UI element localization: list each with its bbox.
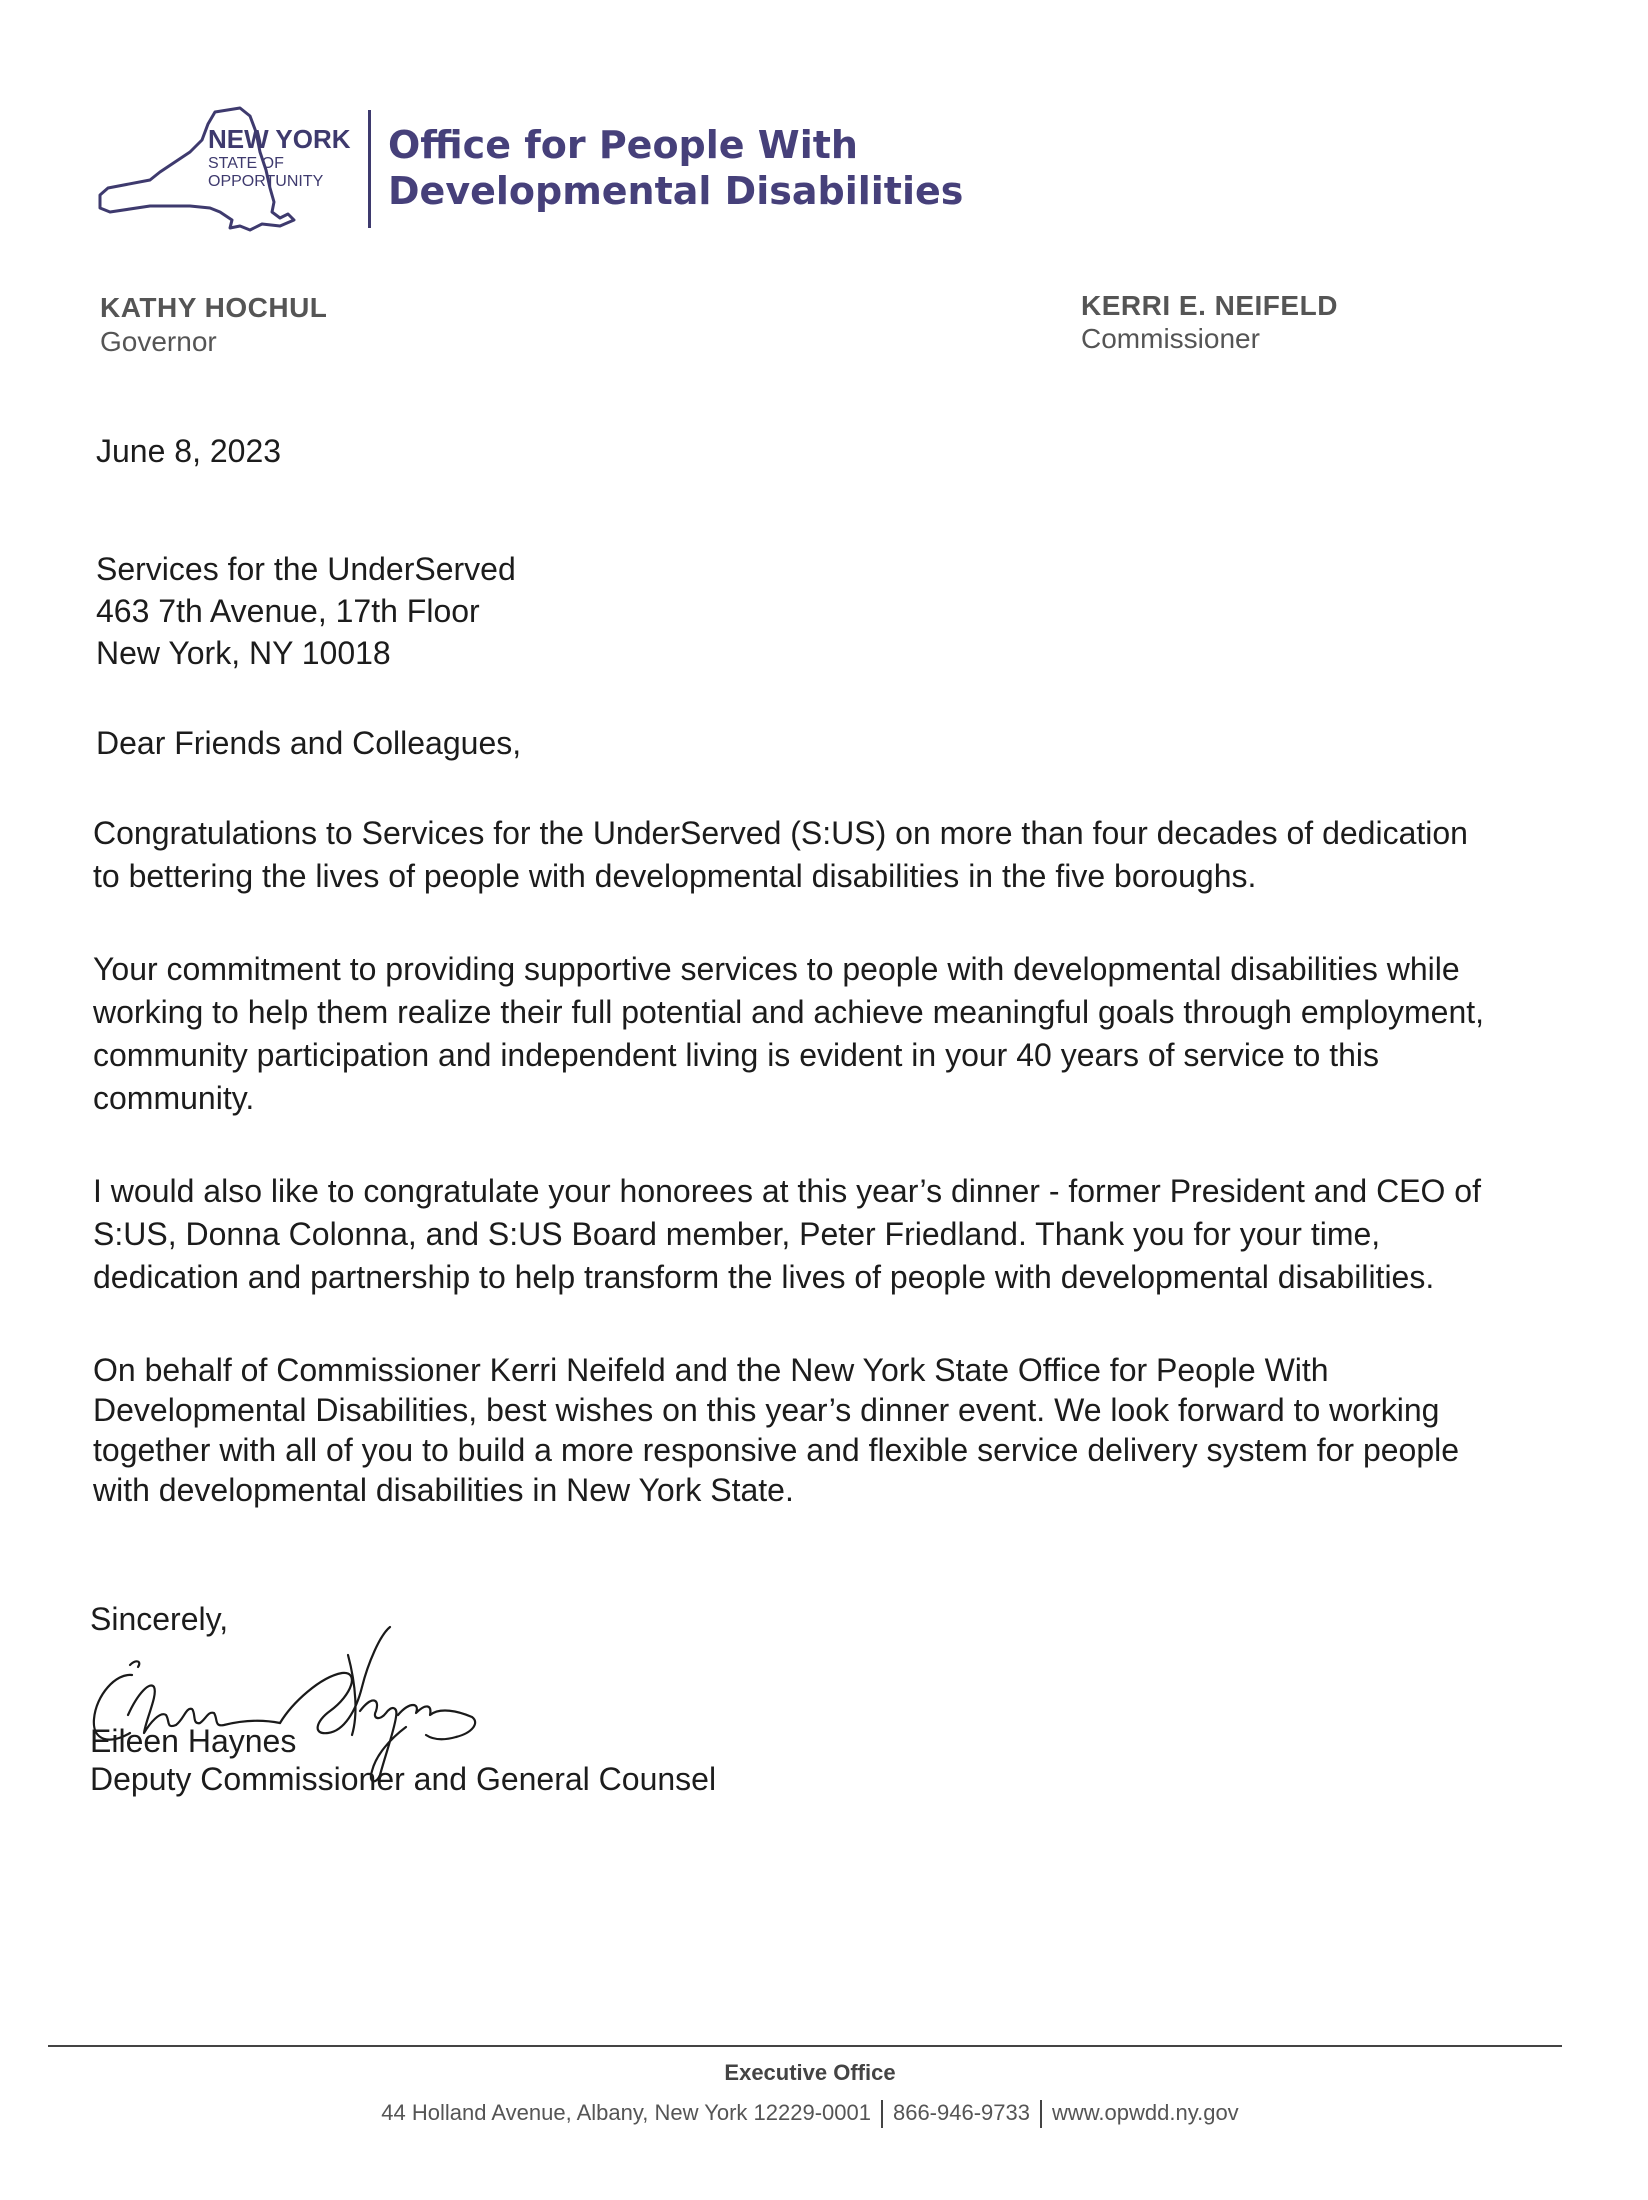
- footer-office: Executive Office: [724, 2060, 896, 2085]
- letter-date: June 8, 2023: [96, 433, 282, 469]
- signer-title: Deputy Commissioner and General Counsel: [90, 1761, 717, 1797]
- footer-address: 44 Holland Avenue, Albany, New York 12229-0001: [381, 2100, 871, 2125]
- signer-block: [90, 1722, 716, 1798]
- footer-divider: [48, 2045, 1562, 2047]
- paragraph-line: working to help them realize their full potential and achieve meaningful goals through employment,: [93, 994, 1485, 1030]
- recipient-name: Services for the UnderServed: [96, 551, 516, 587]
- paragraph-line: community.: [93, 1080, 255, 1116]
- signer-name: Eileen Haynes: [90, 1723, 297, 1759]
- footer-separator: [1040, 2100, 1042, 2128]
- footer-phone: 866-946-9733: [892, 2100, 1030, 2125]
- state-tagline-2: OPPORTUNITY: [208, 173, 324, 190]
- paragraph-4: [93, 1350, 1593, 1510]
- paragraph-3: [93, 1170, 1593, 1299]
- paragraph-line: Developmental Disabilities, best wishes on this year’s dinner event. We look forward to working: [93, 1392, 1440, 1428]
- closing: Sincerely,: [90, 1601, 229, 1637]
- governor-title: Governor: [100, 326, 217, 357]
- paragraph-line: S:US, Donna Colonna, and S:US Board member, Peter Friedland. Thank you for your time,: [93, 1216, 1381, 1252]
- salutation: Dear Friends and Colleagues,: [96, 725, 522, 761]
- recipient-city: New York, NY 10018: [96, 635, 391, 671]
- paragraph-line: community participation and independent living is evident in your 40 years of service to this: [93, 1037, 1380, 1073]
- paragraph-1: [93, 812, 1593, 898]
- paragraph-line: together with all of you to build a more responsive and flexible service delivery system for people: [93, 1432, 1460, 1468]
- opwdd-logo: [90, 100, 1090, 240]
- office-line-1: Office for People With: [388, 123, 858, 167]
- state-name: NEW YORK: [208, 124, 351, 154]
- paragraph-line: dedication and partnership to help transform the lives of people with developmental disabilities.: [93, 1259, 1435, 1295]
- paragraph-line: On behalf of Commissioner Kerri Neifeld and the New York State Office for People With: [93, 1352, 1329, 1388]
- footer-contact: [0, 2100, 1620, 2128]
- paragraph-line: with developmental disabilities in New York State.: [93, 1472, 794, 1508]
- commissioner-title: Commissioner: [1081, 323, 1260, 354]
- logo-divider: [368, 110, 371, 228]
- commissioner-name: KERRI E. NEIFELD: [1081, 290, 1338, 321]
- office-line-2: Developmental Disabilities: [388, 169, 964, 213]
- recipient-street: 463 7th Avenue, 17th Floor: [96, 593, 480, 629]
- paragraph-line: to bettering the lives of people with developmental disabilities in the five boroughs.: [93, 858, 1257, 894]
- recipient-address: [96, 548, 516, 674]
- paragraph-2: [93, 948, 1593, 1120]
- footer-separator: [881, 2100, 883, 2128]
- paragraph-line: Your commitment to providing supportive services to people with developmental disabilities while: [93, 951, 1460, 987]
- governor-name: KATHY HOCHUL: [100, 292, 328, 323]
- footer-website[interactable]: www.opwdd.ny.gov: [1051, 2100, 1239, 2125]
- paragraph-line: I would also like to congratulate your honorees at this year’s dinner - former President and CEO of: [93, 1173, 1481, 1209]
- state-tagline-1: STATE OF: [208, 155, 284, 172]
- paragraph-line: Congratulations to Services for the UnderServed (S:US) on more than four decades of dedication: [93, 815, 1468, 851]
